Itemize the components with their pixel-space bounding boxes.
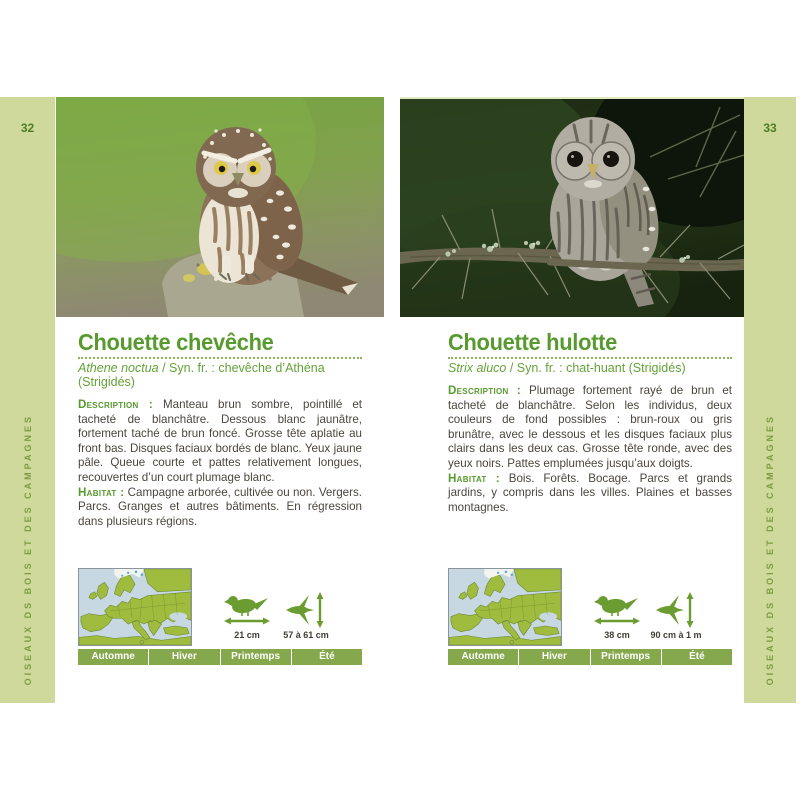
habitat-label: Habitat : xyxy=(448,471,500,485)
synonym-text: / Syn. fr. : chevêche d’Athéna (Strigidés) xyxy=(78,361,325,389)
season-autumn: Automne xyxy=(78,649,149,665)
perched-bird-icon xyxy=(594,592,640,628)
species-article-right xyxy=(448,329,732,515)
sidebar-right-vertical-wrap xyxy=(744,414,796,685)
body-length-value: 38 cm xyxy=(604,630,630,640)
season-spring: Printemps xyxy=(221,649,292,665)
tawny-owl-illustration xyxy=(400,97,744,317)
description-text: Plumage fortement rayé de brun et tacheté de blanchâtre. Selon les individus, deux couleurs de fond possibles : brun-roux ou gris brunâtre, avec le dessous et les disques faciaux plus clairs dans les deux cas. Grosse tête ronde, avec des yeux noirs. Pattes emplumées jusqu’aux doigts. xyxy=(448,384,732,470)
little-owl-photo xyxy=(56,97,384,317)
wingspan-icon xyxy=(286,592,326,628)
season-winter: Hiver xyxy=(149,649,220,665)
wingspan-value: 57 à 61 cm xyxy=(283,630,329,640)
sidebar-left-vertical-wrap xyxy=(0,414,55,685)
scientific-name-line xyxy=(448,361,732,375)
body-length-icon xyxy=(594,592,640,628)
species-title: Chouette chevêche xyxy=(78,329,274,355)
description-label: Description : xyxy=(448,384,522,397)
body-length-icon xyxy=(224,592,270,628)
body-length-value: 21 cm xyxy=(234,630,260,640)
season-presence-bar xyxy=(448,649,732,665)
description-paragraph xyxy=(78,398,362,486)
chapter-vertical-label: OISEAUX DS BOIS ET DES CAMPAGNES xyxy=(22,413,33,685)
habitat-text: Bois. Forêts. Bocage. Parcs et grands jardins, y compris dans les villes. Plaines et basses montagnes. xyxy=(448,471,732,514)
dotted-rule xyxy=(448,357,732,359)
tawny-owl-photo xyxy=(400,97,744,317)
wingspan-icon xyxy=(656,592,696,628)
flying-bird-icon xyxy=(656,592,696,628)
range-map-europe xyxy=(78,568,192,646)
europe-map-icon xyxy=(449,569,561,645)
synonym-text: / Syn. fr. : chat-huant (Strigidés) xyxy=(506,361,686,375)
flying-bird-icon xyxy=(286,592,326,628)
perched-bird-icon xyxy=(224,592,270,628)
page-number-right: 33 xyxy=(763,121,777,135)
habitat-text: Campagne arborée, cultivée ou non. Vergers. Parcs. Granges et autres bâtiments. En régression dans plusieurs régions. xyxy=(78,485,362,528)
scientific-name: Athene noctua xyxy=(78,361,159,375)
habitat-label: Habitat : xyxy=(78,485,125,499)
europe-map-icon xyxy=(79,569,191,645)
range-map-europe xyxy=(448,568,562,646)
little-owl-illustration xyxy=(56,97,384,317)
habitat-paragraph xyxy=(78,486,362,530)
species-article-left xyxy=(78,329,362,529)
wingspan-value: 90 cm à 1 m xyxy=(650,630,702,640)
scientific-name-line xyxy=(78,361,362,389)
chapter-vertical-label: OISEAUX DS BOIS ET DES CAMPAGNES xyxy=(765,413,775,685)
info-block-left xyxy=(78,568,362,664)
habitat-paragraph xyxy=(448,472,732,516)
sidebar-right xyxy=(744,97,796,703)
species-title: Chouette hulotte xyxy=(448,329,618,355)
season-winter: Hiver xyxy=(519,649,590,665)
dotted-rule xyxy=(78,357,362,359)
season-presence-bar xyxy=(78,649,362,665)
sidebar-left xyxy=(0,97,55,703)
season-autumn: Automne xyxy=(448,649,519,665)
description-label: Description : xyxy=(78,398,153,411)
info-block-right xyxy=(448,568,732,664)
description-text: Manteau brun sombre, pointillé et tacheté de blanchâtre. Dessous blanc jaunâtre, fortement taché de brun foncé. Grosse tête aplatie au front bas. Disques faciaux bordés de blanc. Yeux jaune pâle. Queue courte et pattes relativement longues, recouvertes d’un court plumage blanc. xyxy=(78,398,362,484)
season-summer: Été xyxy=(319,651,335,662)
season-spring: Printemps xyxy=(591,649,662,665)
description-paragraph xyxy=(448,384,732,472)
scientific-name: Strix aluco xyxy=(448,361,507,375)
season-summer: Été xyxy=(689,651,705,662)
page-number-left: 32 xyxy=(20,121,35,135)
